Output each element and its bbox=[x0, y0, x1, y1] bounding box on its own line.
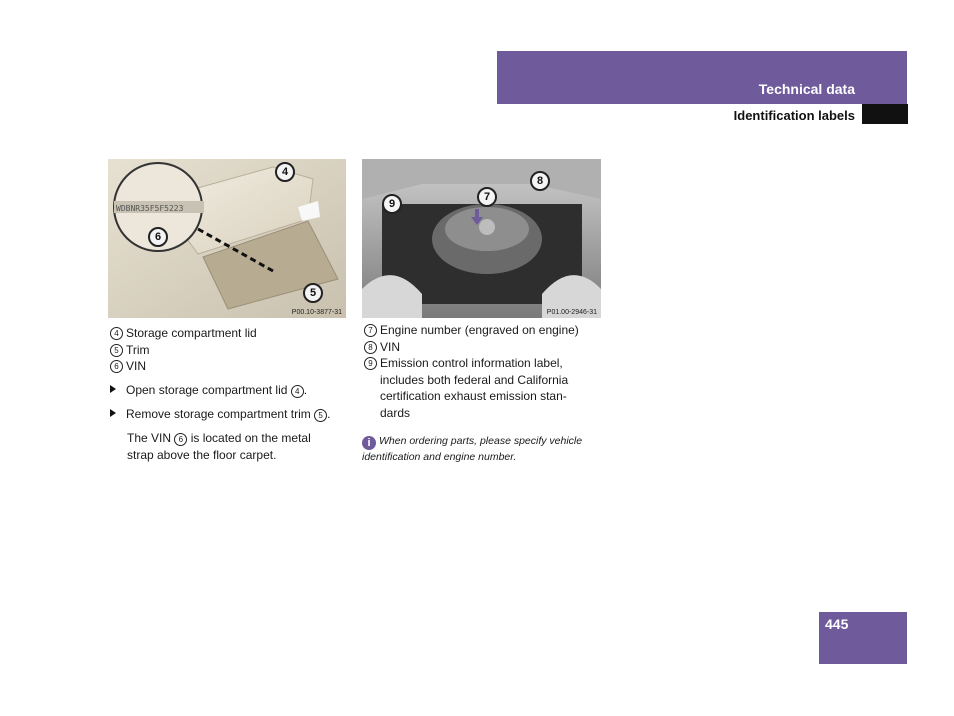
vin-location-note: The VIN 6 is located on the metal strap above the floor carpet. bbox=[127, 431, 311, 462]
section-header-bar bbox=[497, 51, 907, 104]
figure-code: P00.10-3877-31 bbox=[291, 309, 342, 316]
callout-9: 9 bbox=[382, 194, 402, 214]
info-icon: i bbox=[362, 436, 376, 450]
figure-code: P01.00-2946-31 bbox=[546, 309, 597, 316]
legend-number: 7 bbox=[364, 324, 377, 337]
info-text: When ordering parts, please specify vehicle identification and engine number. bbox=[362, 435, 583, 463]
legend-item bbox=[110, 325, 350, 342]
info-note bbox=[362, 434, 607, 464]
step-remove-trim: Remove storage compartment trim 5 . bbox=[110, 406, 360, 423]
page-number: 445 bbox=[825, 616, 849, 632]
subsection-marker bbox=[862, 104, 908, 124]
step-bullet-icon bbox=[110, 409, 116, 417]
legend-item bbox=[364, 355, 604, 421]
legend-item bbox=[110, 358, 350, 375]
legend-item bbox=[364, 322, 604, 339]
legend-number: 6 bbox=[110, 360, 123, 373]
legend-number: 9 bbox=[364, 357, 377, 370]
legend-text: Engine number (engraved on engine) bbox=[380, 323, 579, 337]
legend-number: 5 bbox=[110, 344, 123, 357]
legend-item bbox=[364, 339, 604, 356]
svg-text:WDBNR35F5F5223: WDBNR35F5F5223 bbox=[116, 204, 184, 213]
callout-8: 8 bbox=[530, 171, 550, 191]
legend-text: VIN bbox=[126, 359, 147, 373]
legend-number: 8 bbox=[364, 341, 377, 354]
engine-bay-illustration bbox=[362, 159, 601, 318]
legend-text: Emission control information label, includes both federal and California certification exhaust emission stan-dards bbox=[380, 356, 569, 420]
callout-6: 6 bbox=[148, 227, 168, 247]
storage-compartment-figure bbox=[108, 159, 346, 318]
subsection-title: Identification labels bbox=[733, 108, 855, 123]
callout-7: 7 bbox=[477, 187, 497, 207]
legend-number: 4 bbox=[110, 327, 123, 340]
section-title: Technical data bbox=[758, 81, 855, 97]
legend-text: Trim bbox=[126, 342, 150, 357]
legend-right bbox=[364, 322, 604, 421]
legend-text: Storage compartment lid bbox=[126, 326, 257, 340]
legend-item bbox=[110, 342, 350, 359]
step-open-lid: Open storage compartment lid 4 . bbox=[110, 382, 360, 399]
legend-text: VIN bbox=[380, 339, 401, 354]
legend-left bbox=[110, 325, 350, 375]
step-bullet-icon bbox=[110, 385, 116, 393]
callout-5: 5 bbox=[303, 283, 323, 303]
callout-4: 4 bbox=[275, 162, 295, 182]
engine-bay-figure bbox=[362, 159, 601, 318]
page-number-box bbox=[819, 612, 907, 664]
